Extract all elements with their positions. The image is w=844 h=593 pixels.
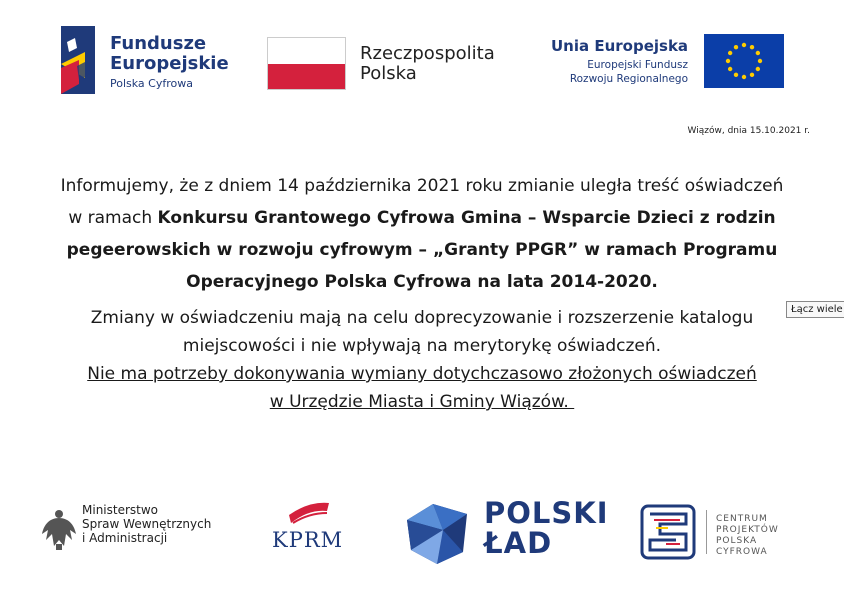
changes-paragraph: [0, 304, 844, 416]
date-line: Wiązów, dnia 15.10.2021 r.: [687, 126, 810, 136]
eu-star-icon: [742, 43, 746, 47]
cpp-name: CENTRUM PROJEKTÓW POLSKA CYFROWA: [716, 514, 779, 557]
eu-star-icon: [726, 59, 730, 63]
eu-star-icon: [734, 73, 738, 77]
cpp-divider: [706, 510, 707, 554]
polski-lad-emblem: [403, 500, 471, 566]
unia-europejska-title: Unia Europejska: [551, 37, 689, 55]
rzeczpospolita-polska-name: Rzeczpospolita Polska: [360, 43, 495, 84]
fundusze-europejskie-emblem: [55, 24, 105, 96]
no-exchange-line-2: w Urzędzie Miasta i Gminy Wiązów.: [269, 392, 575, 412]
cpp-maze-icon: [640, 504, 696, 560]
contest-line-1: w ramach Konkursu Grantowego Cyfrowa Gmina – Wsparcie Dzieci z rodzin: [68, 208, 776, 228]
announcement-paragraph: [0, 170, 844, 298]
eu-star-icon: [742, 75, 746, 79]
polska-cyfrowa-label: Polska Cyfrowa: [110, 77, 193, 90]
eu-star-icon: [750, 73, 754, 77]
contest-line-3: Operacyjnego Polska Cyfrowa na lata 2014-2020.: [186, 272, 658, 292]
polish-eagle-icon: [40, 506, 78, 552]
polski-lad-name: POLSKI ŁAD: [484, 496, 609, 560]
kprm-name: KPRM: [272, 528, 344, 552]
contest-line-2: pegeerowskich w rozwoju cyfrowym – „Granty PPGR” w ramach Programu: [66, 240, 778, 260]
tooltip: Łącz wiele: [786, 301, 844, 318]
changes-line-2: miejscowości i nie wpływają na merytorykę oświadczeń.: [182, 336, 662, 356]
eu-flag: [704, 34, 784, 88]
no-exchange-line-1: Nie ma potrzeby dokonywania wymiany dotychczasowo złożonych oświadczeń: [87, 364, 757, 384]
intro-line: Informujemy, że z dniem 14 października 2021 roku zmianie uległa treść oświadczeń: [60, 176, 784, 196]
efrr-label: Europejski Fundusz Rozwoju Regionalnego: [569, 59, 688, 85]
eu-star-icon: [758, 59, 762, 63]
eu-star-icon: [750, 45, 754, 49]
eu-star-icon: [734, 45, 738, 49]
polish-flag: [267, 37, 346, 90]
eu-star-icon: [728, 67, 732, 71]
changes-line-1: Zmiany w oświadczeniu mają na celu doprecyzowanie i rozszerzenie katalogu: [90, 308, 754, 328]
eu-star-icon: [756, 67, 760, 71]
eu-star-icon: [756, 51, 760, 55]
eu-star-icon: [728, 51, 732, 55]
fundusze-europejskie-name: Fundusze Europejskie: [110, 33, 229, 74]
mswia-name: Ministerstwo Spraw Wewnętrznych i Administracji: [82, 503, 212, 545]
kprm-flag-icon: [287, 501, 331, 527]
